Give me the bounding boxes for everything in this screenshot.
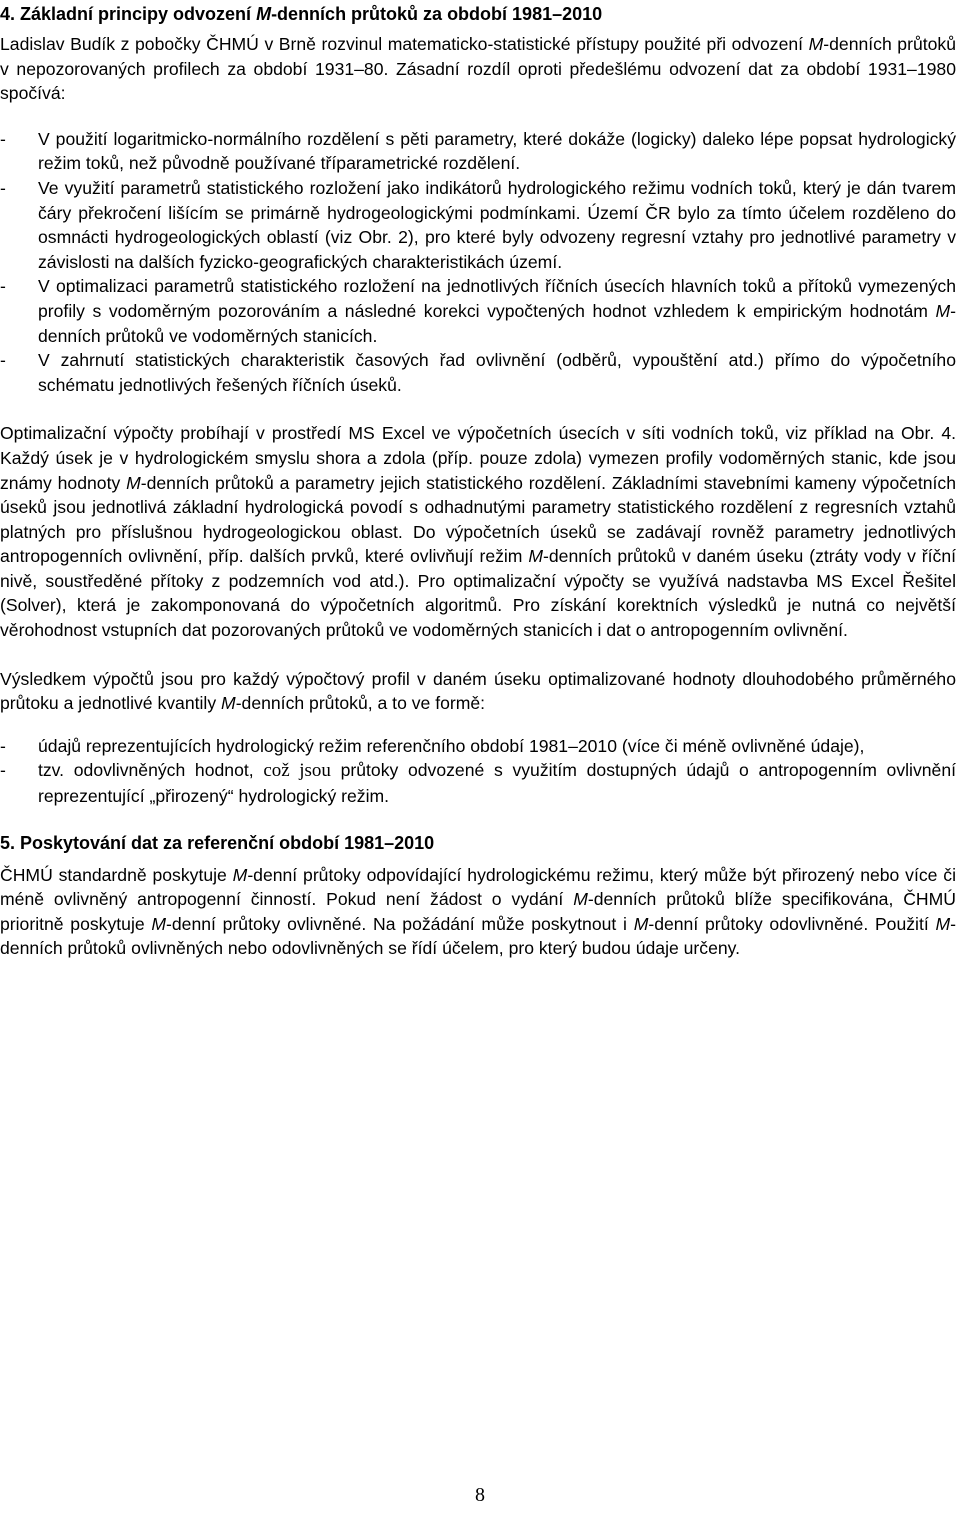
section-5-heading: 5. Poskytování dat za referenční období 1981–2010 [0, 832, 435, 853]
list-item: - V zahrnutí statistických charakteristik časových řad ovlivnění (odběrů, vypouštění atd.) přímo do výpočetního schématu jednotlivých řešených říčních úseků. [0, 350, 956, 395]
list-item: - V optimalizaci parametrů statistického rozložení na jednotlivých říčních úsecích hlavních toků a přítoků vymezených profily s vodoměrným pozorováním a následné korekci vypočtených hodnot vzhledem k empirickým hodnotám M-denních průtoků ve vodoměrných stanicích. [0, 276, 956, 346]
principles-list [0, 127, 956, 398]
result-forms-list [0, 734, 956, 809]
list-item: - Ve využití parametrů statistického rozložení jako indikátorů hydrologického režimu vodních toků, který je dán tvarem čáry překročení lišícím se primárně hydrogeologickými podmínkami. Území ČR bylo za tímto účelem rozděleno do osmnácti hydrogeologických oblastí (viz Obr. 2), pro které byly odvozeny regresní vztahy pro jednotlivé parametry v závislosti na dalších fyzicko-geografických charakteristikách území. [0, 177, 956, 272]
data-provision-paragraph: ČHMÚ standardně poskytuje M-denní průtoky odpovídající hydrologickému režimu, který může být přirozený nebo více či méně ovlivněný antropogenní činností. Pokud není žádost o vydání M-denních průtoků blíže specifikována, ČHMÚ prioritně poskytuje M-denní průtoky ovlivněné. Na požádání může poskytnout i M-denní průtoky odovlivněné. Použití M-denních průtoků ovlivněných nebo odovlivněných se řídí účelem, pro který budou údaje určeny. [0, 864, 957, 959]
list-item: - tzv. odovlivněných hodnot, což jsou průtoky odvozené s využitím dostupných údajů o antropogenním ovlivnění reprezentující „přirozený“ hydrologický režim. [0, 760, 956, 807]
intro-paragraph: Ladislav Budík z pobočky ČHMÚ v Brně rozvinul matematicko-statistické přístupy použité při odvození M-denních průtoků v nepozorovaných profilech za období 1931–80. Zásadní rozdíl oproti předešlému odvození dat za období 1931–1980 spočívá: [0, 34, 956, 104]
list-item: - V použití logaritmicko-normálního rozdělení s pěti parametry, které dokáže (logicky) daleko lépe popsat hydrologický režim toků, než původně používané tříparametrické rozdělení. [0, 128, 956, 174]
section-4-heading: 4. Základní principy odvození M-denních průtoků za období 1981–2010 [0, 4, 603, 24]
results-paragraph: Výsledkem výpočtů jsou pro každý výpočtový profil v daném úseku optimalizované hodnoty dlouhodobého průměrného průtoku a jednotlivé kvantily M-denních průtoků, a to ve formě: [0, 668, 956, 714]
list-item: - údajů reprezentujících hydrologický režim referenčního období 1981–2010 (více či méně ovlivněné údaje), [0, 735, 865, 756]
optimization-paragraph: Optimalizační výpočty probíhají v prostředí MS Excel ve výpočetních úsecích v síti vodních toků, viz příklad na Obr. 4. Každý úsek je v hydrologickém smyslu shora a zdola (příp. pouze zdola) vymezen profily vodoměrných stanic, kde jsou známy hodnoty M-denních průtoků a parametry jejich statistického rozdělení. Základními stavebními kameny výpočetních úseků jsou jednotlivá základní hydrologická povodí s odhadnutými parametry statistického rozdělení z regresních vztahů platných pro příslušnou hydrogeologickou oblast. Do výpočetních úseků se zadávají rovněž parametry jednotlivých antropogenních ovlivnění, příp. dalších prvků, které ovlivňují režim M-denních průtoků v daném úseku (ztráty vody v říční nivě, soustředěné přítoky z podzemních vod atd.). Pro optimalizační výpočty se využívá nadstavba MS Excel Řešitel (Solver), která je zakomponovaná do výpočetních algoritmů. Pro získání korektních výsledků je nutná co největší věrohodnost vstupních dat pozorovaných průtoků ve vodoměrných stanicích i dat o antropogenním ovlivnění. [0, 423, 956, 641]
page-number: 8 [475, 1484, 485, 1506]
